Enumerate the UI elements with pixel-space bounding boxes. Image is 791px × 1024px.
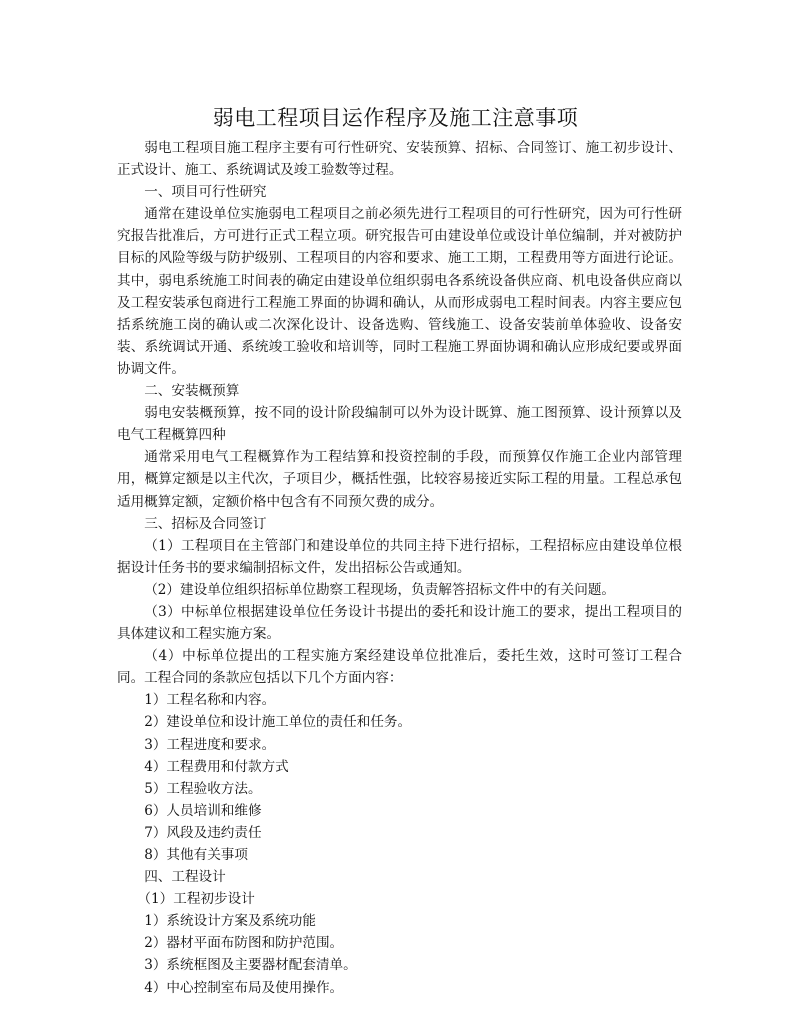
section-heading-feasibility: 一、项目可行性研究 xyxy=(144,184,267,201)
list-item: 3）工程进度和要求。 xyxy=(144,736,276,753)
list-item: 4）工程费用和付款方式 xyxy=(144,758,289,775)
design-subheading: （1）工程初步设计 xyxy=(137,891,255,908)
document-body xyxy=(117,137,682,999)
bidding-paragraph-3: （3）中标单位根据建设单位任务设计书提出的委托和设计施工的要求，提出工程项目的具体建议和工程实施方案。 xyxy=(117,603,682,643)
list-item: 1）系统设计方案及系统功能 xyxy=(144,913,316,930)
feasibility-paragraph: 通常在建设单位实施弱电工程项目之前必须先进行工程项目的可行性研究，因为可行性研究报告批准后，方可进行正式工程立项。研究报告可由建设单位或设计单位编制，并对被防护目标的风险等级与防护级别、工程项目的内容和要求、施工工期，工程费用等方面进行论证。其中，弱电系统施工时间表的确定由建设单位组织弱电各系统设备供应商、机电设备供应商以及工程安装承包商进行工程施工界面的协调和确认，从而形成弱电工程时间表。内容主要应包括系统施工岗的确认或二次深化设计、设备选购、管线施工、设备安装前单体验收、设备安装、系统调试开通、系统竣工验收和培训等，同时工程施工界面协调和确认应形成纪要或界面协调文件。 xyxy=(117,206,682,377)
budget-paragraph-1: 弱电安装概预算，按不同的设计阶段编制可以外为设计既算、施工图预算、设计预算以及电气工程概算四种 xyxy=(117,405,682,444)
list-item: 2）器材平面布防图和防护范围。 xyxy=(144,935,344,952)
list-item: 7）风段及违约责任 xyxy=(144,824,262,841)
bidding-paragraph-1: （1）工程项目在主管部门和建设单位的共同主持下进行招标，工程招标应由建设单位根据设计任务书的要求编制招标文件，发出招标公告或通知。 xyxy=(117,537,682,576)
list-item: 3）系统框图及主要器材配套清单。 xyxy=(144,957,357,974)
list-item: 6）人员培训和维修 xyxy=(144,802,262,819)
bidding-paragraph-2: （2）建设单位组织招标单位勘察工程现场，负责解答招标文件中的有关问题。 xyxy=(144,581,616,598)
list-item: 5）工程验收方法。 xyxy=(144,780,262,797)
section-heading-bidding: 三、招标及合同签订 xyxy=(144,515,267,532)
bidding-paragraph-4: （4）中标单位提出的工程实施方案经建设单位批准后，委托生效，这时可签订工程合同。工程合同的条款应包括以下几个方面内容： xyxy=(117,648,682,687)
document-title: 弱电工程项目运作程序及施工注意事项 xyxy=(212,106,579,130)
budget-paragraph-2: 通常采用电气工程概算作为工程结算和投资控制的手段，而预算仅作施工企业内部管理用，概算定额是以主代次，子项目少，概括性强，比较容易接近实际工程的用量。工程总承包适用概算定额，定额价格中包含有不同预欠费的成分。 xyxy=(117,449,682,510)
list-item: 1）工程名称和内容。 xyxy=(144,692,276,709)
list-item: 2）建设单位和设计施工单位的责任和任务。 xyxy=(144,714,412,731)
list-item: 4）中心控制室布局及使用操作。 xyxy=(144,979,344,996)
intro-paragraph: 弱电工程项目施工程序主要有可行性研究、安装预算、招标、合同签订、施工初步设计、正式设计、施工、系统调试及竣工验数等过程。 xyxy=(117,140,682,179)
section-heading-budget: 二、安装概预算 xyxy=(144,383,240,400)
section-heading-design: 四、工程设计 xyxy=(144,869,226,886)
list-item: 8）其他有关事项 xyxy=(144,847,248,863)
